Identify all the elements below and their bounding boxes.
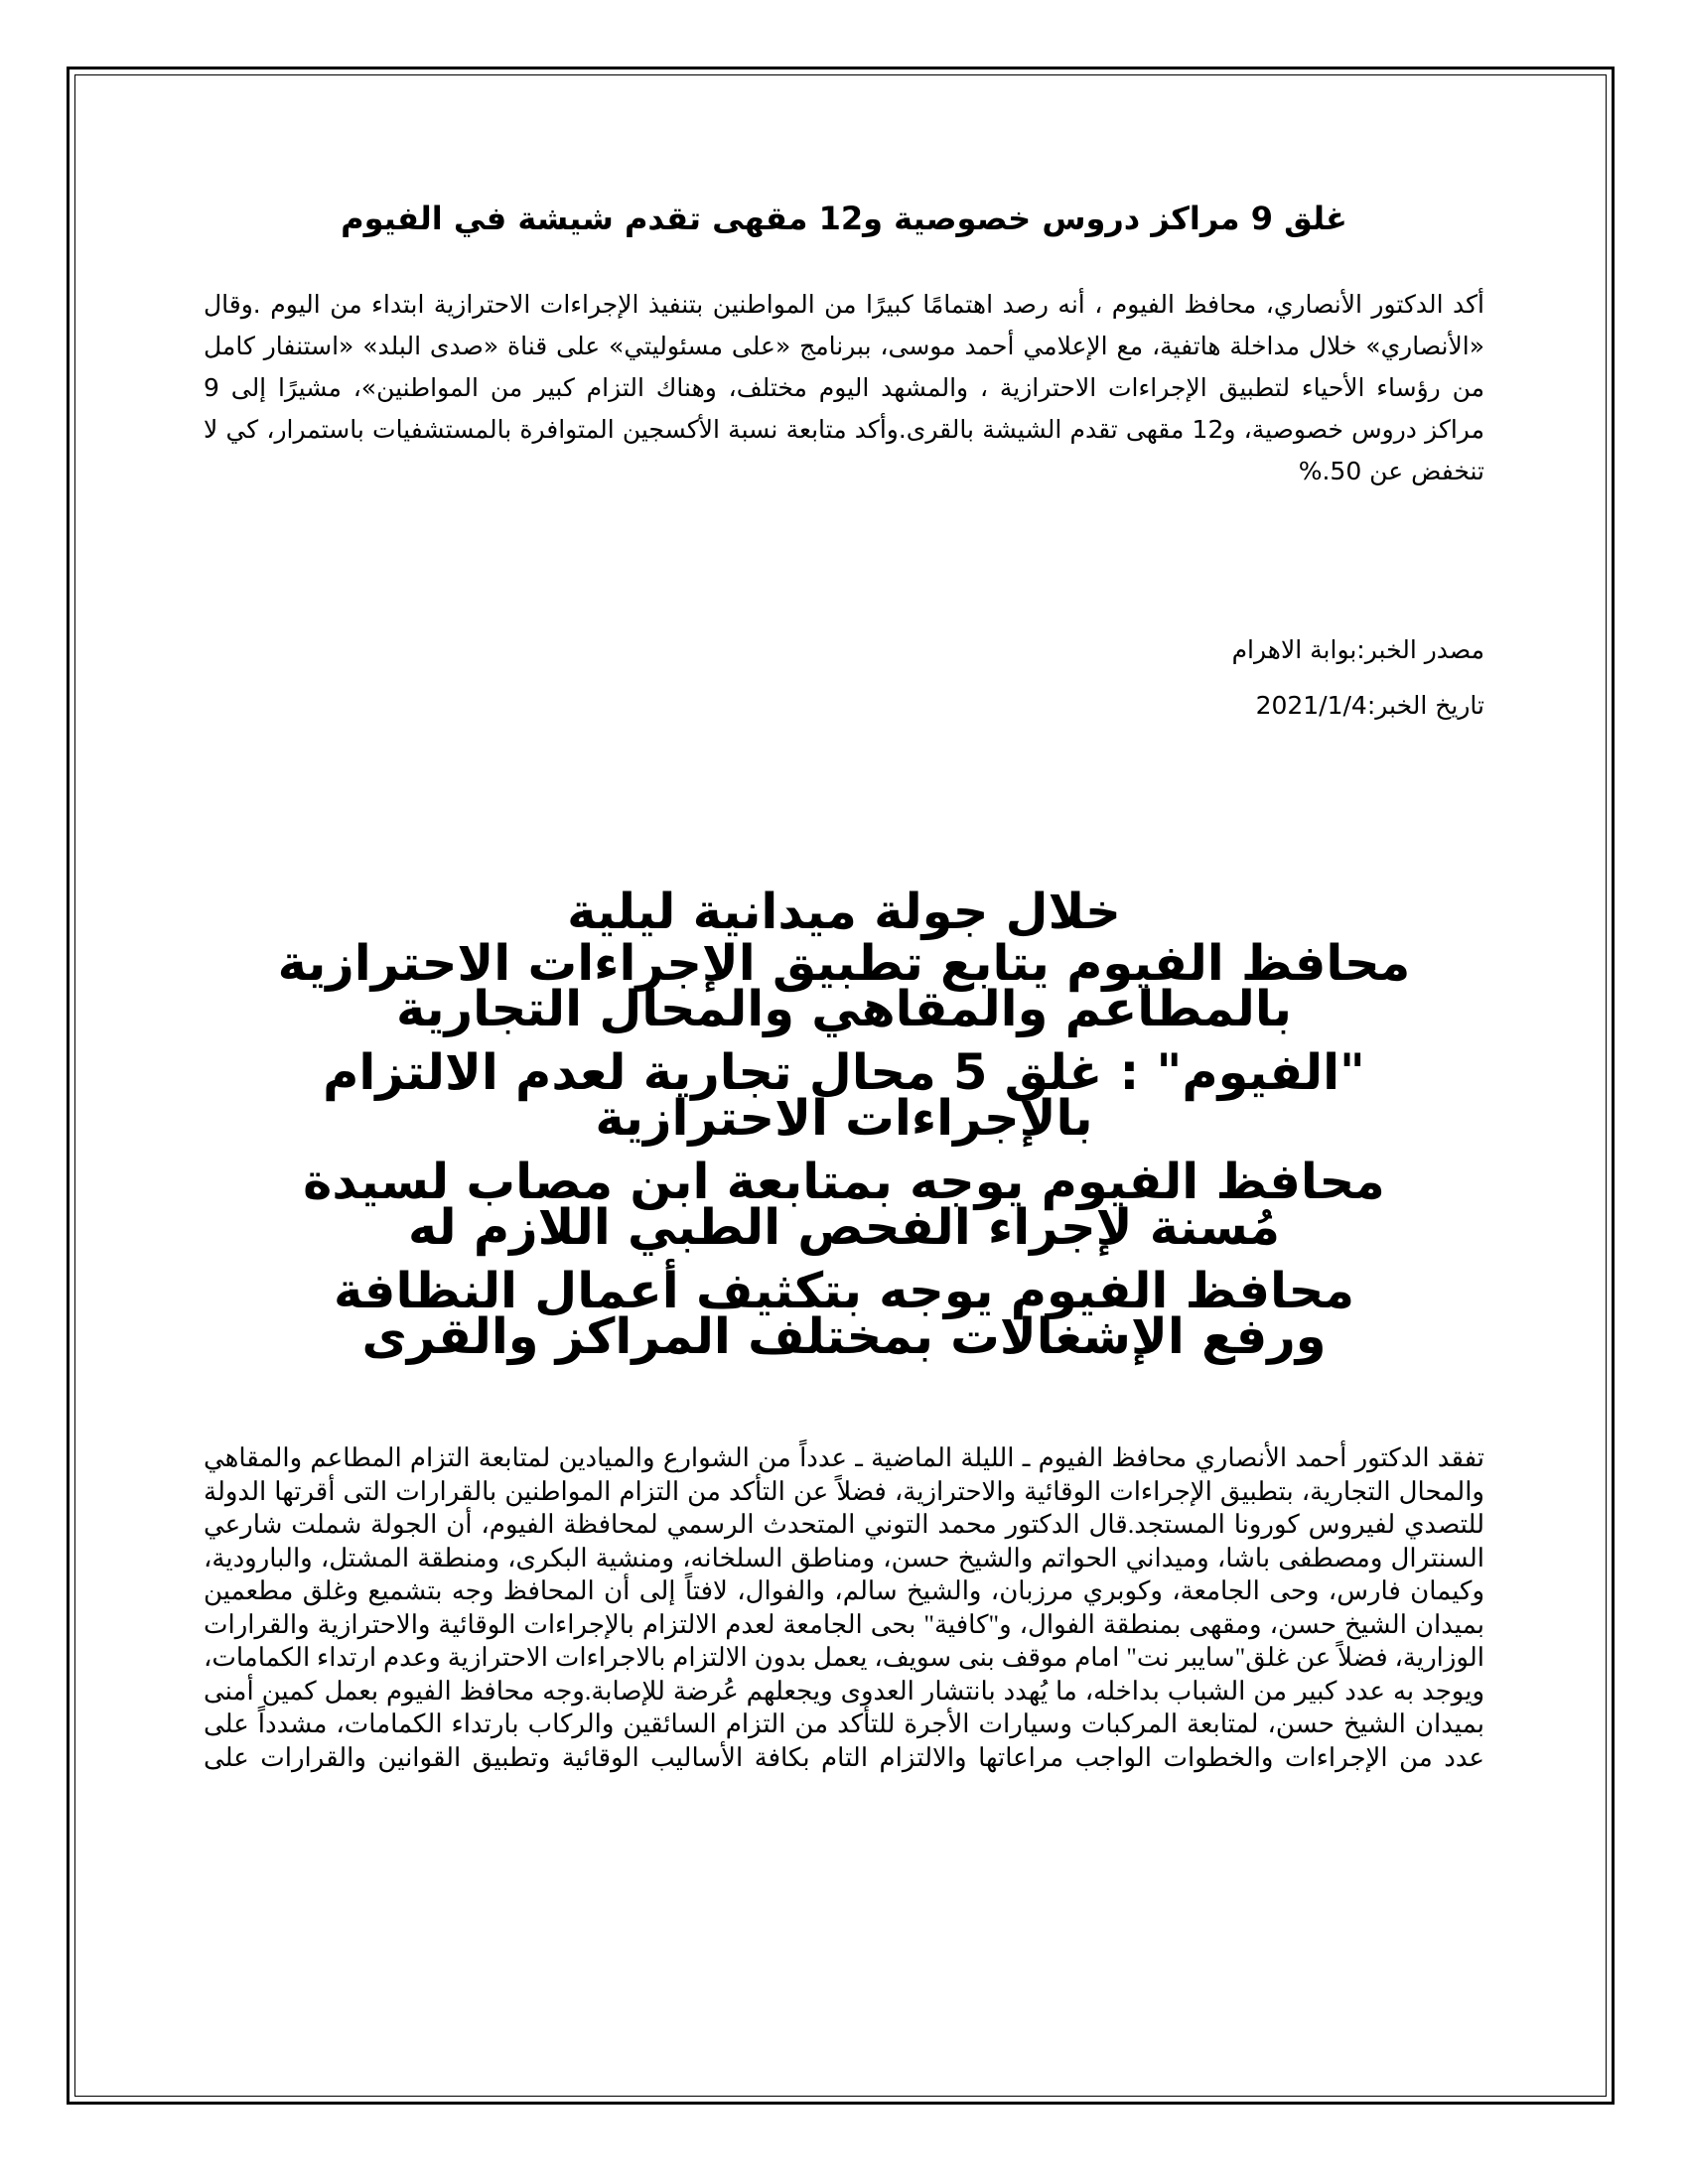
article-1-source: مصدر الخبر:بوابة الاهرام (1231, 635, 1484, 664)
article-1-title: غلق 9 مراكز دروس خصوصية و12 مقهى تقدم شيشة في الفيوم (341, 200, 1347, 237)
article-1-body: أكد الدكتور الأنصاري، محافظ الفيوم ، أنه رصد اهتمامًا كبيرًا من المواطنين بتنفيذ الإجراءات الاحترازية ابتداء من اليوم .وقال «الأنصاري» خلال مداخلة هاتفية، مع الإعلامي أحمد موسى، ببرنامج «على مسئوليتي» على قناة «صدى البلد» «استنفار كامل من رؤساء الأحياء لتطبيق الإجراءات الاحترازية ، والمشهد اليوم مختلف، وهناك التزام كبير من المواطنين»، مشيرًا إلى 9 مراكز دروس خصوصية، و12 مقهى تقدم الشيشة بالقرى.وأكد متابعة نسبة الأكسجين المتوافرة بالمستشفيات باستمرار، كي لا تنخفض عن 50.% (204, 290, 1484, 485)
article-1-date: تاريخ الخبر:2021/1/4 (1255, 691, 1484, 720)
article-2-headlines (204, 883, 1484, 1377)
headline-main: محافظ الفيوم يتابع تطبيق الإجراءات الاحترازية بالمطاعم والمقاهي والمحال التجارية (277, 934, 1411, 1037)
article-2-body: تفقد الدكتور أحمد الأنصاري محافظ الفيوم ـ الليلة الماضية ـ عدداً من الشوارع والميادين لمتابعة التزام المطاعم والمقاهي والمحال التجارية، بتطبيق الإجراءات الوقائية والاحترازية، فضلاً عن التأكد من التزام المواطنين بالقرارات التى أقرتها الدولة للتصدي لفيروس كورونا المستجد.قال الدكتور محمد التوني المتحدث الرسمي لمحافظة الفيوم، أن الجولة شملت شارعي السنترال ومصطفى باشا، وميداني الحواتم والشيخ حسن، ومناطق السلخانه، ومنشية البكرى، ومنطقة المشتل، والبارودية، وكيمان فارس، وحى الجامعة، وكوبري مرزبان، والشيخ سالم، والفوال، لافتاً إلى أن المحافظ وجه بتشميع وغلق مطعمين بميدان الشيخ حسن، ومقهى بمنطقة الفوال، و"كافية" بحى الجامعة لعدم الالتزام بالإجراءات الوقائية والاحترازية والقرارات الوزارية، فضلاً عن غلق"سايبر نت" امام موقف بنى سويف، يعمل بدون الالتزام بالاجراءات الاحترازية وعدم ارتداء الكمامات، ويوجد به عدد كبير من الشباب بداخله، ما يُهدد بانتشار العدوى ويجعلهم عُرضة للإصابة.وجه محافظ الفيوم بعمل كمين أمنى بميدان الشيخ حسن، لمتابعة المركبات وسيارات الأجرة للتأكد من التزام السائقين والركاب بارتداء الكمامات، مشدداً على عدد من الإجراءات والخطوات الواجب مراعاتها والالتزام التام بكافة الأساليب الوقائية وتطبيق القوانين والقرارات على (204, 1443, 1484, 1772)
headline-medical-exam: محافظ الفيوم يوجه بمتابعة ابن مصاب لسيدة مُسنة لإجراء الفحص الطبي اللازم له (303, 1153, 1385, 1256)
headline-kicker: خلال جولة ميدانية ليلية (567, 883, 1121, 940)
headline-shops-closed: "الفيوم" : غلق 5 محال تجارية لعدم الالتزام بالإجراءات الاحترازية (323, 1043, 1365, 1147)
headline-cleaning: محافظ الفيوم يوجه بتكثيف أعمال النظافة ورفع الإشغالات بمختلف المراكز والقرى (334, 1262, 1354, 1365)
